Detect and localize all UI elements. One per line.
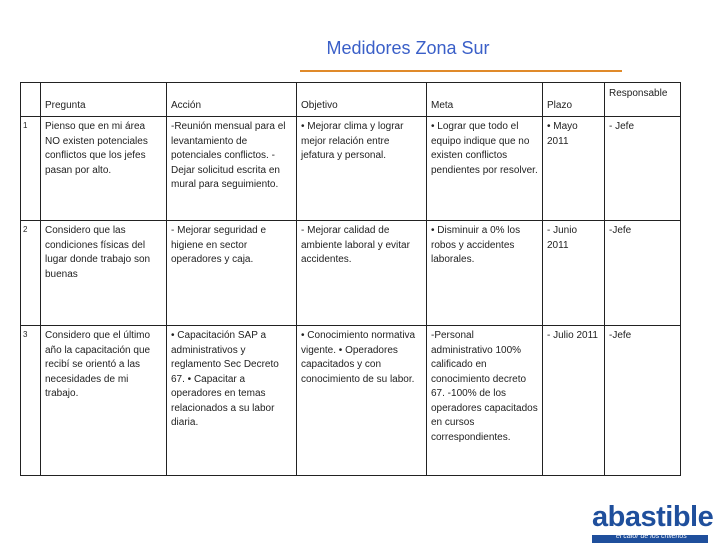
header-pregunta: Pregunta [41, 83, 167, 117]
page-title: Medidores Zona Sur [326, 38, 490, 58]
header-num [21, 83, 41, 117]
cell-meta: • Lograr que todo el equipo indique que no existen conflictos pendientes por resolver. [427, 117, 543, 221]
table-header-row [21, 83, 681, 117]
table-row [21, 117, 681, 221]
header-meta: Meta [427, 83, 543, 117]
cell-meta: -Personal administrativo 100% calificado en conocimiento decreto 67. -100% de los operadores capacitados en cursos correspondientes. [427, 326, 543, 476]
cell-accion: - Mejorar seguridad e higiene en sector operadores y caja. [167, 221, 297, 326]
cell-responsable: - Jefe [605, 117, 681, 221]
table-row [21, 221, 681, 326]
cell-accion: • Capacitación SAP a administrativos y reglamento Sec Decreto 67. • Capacitar a operadores en temas relacionados a su labor diaria. [167, 326, 297, 476]
row-number: 2 [21, 221, 41, 326]
cell-plazo: - Junio 2011 [543, 221, 605, 326]
cell-meta: • Disminuir a 0% los robos y accidentes laborales. [427, 221, 543, 326]
logo-tagline: el calor de los chilenos [616, 533, 687, 540]
logo-wordmark: abastible [592, 501, 714, 533]
cell-pregunta: Considero que las condiciones físicas del lugar donde trabajo son buenas [41, 221, 167, 326]
row-number: 3 [21, 326, 41, 476]
cell-plazo: - Julio 2011 [543, 326, 605, 476]
cell-pregunta: Pienso que en mi área NO existen potenciales conflictos que los jefes pasan por alto. [41, 117, 167, 221]
header-responsable: Responsable [605, 83, 681, 117]
cell-objetivo: • Mejorar clima y lograr mejor relación entre jefatura y personal. [297, 117, 427, 221]
header-accion: Acción [167, 83, 297, 117]
measures-table [20, 82, 681, 476]
title-underline [300, 70, 622, 72]
cell-objetivo: • Conocimiento normativa vigente. • Operadores capacitados y con conocimiento de su labor. [297, 326, 427, 476]
cell-accion: -Reunión mensual para el levantamiento de potenciales conflictos. -Dejar solicitud escrita en mural para seguimiento. [167, 117, 297, 221]
cell-responsable: -Jefe [605, 326, 681, 476]
header-plazo: Plazo [543, 83, 605, 117]
abastible-logo [592, 501, 714, 540]
header-objetivo: Objetivo [297, 83, 427, 117]
cell-objetivo: - Mejorar calidad de ambiente laboral y evitar accidentes. [297, 221, 427, 326]
cell-pregunta: Considero que el último año la capacitación que recibí se orientó a las necesidades de mi trabajo. [41, 326, 167, 476]
row-number: 1 [21, 117, 41, 221]
table-row [21, 326, 681, 476]
cell-plazo: • Mayo 2011 [543, 117, 605, 221]
cell-responsable: -Jefe [605, 221, 681, 326]
